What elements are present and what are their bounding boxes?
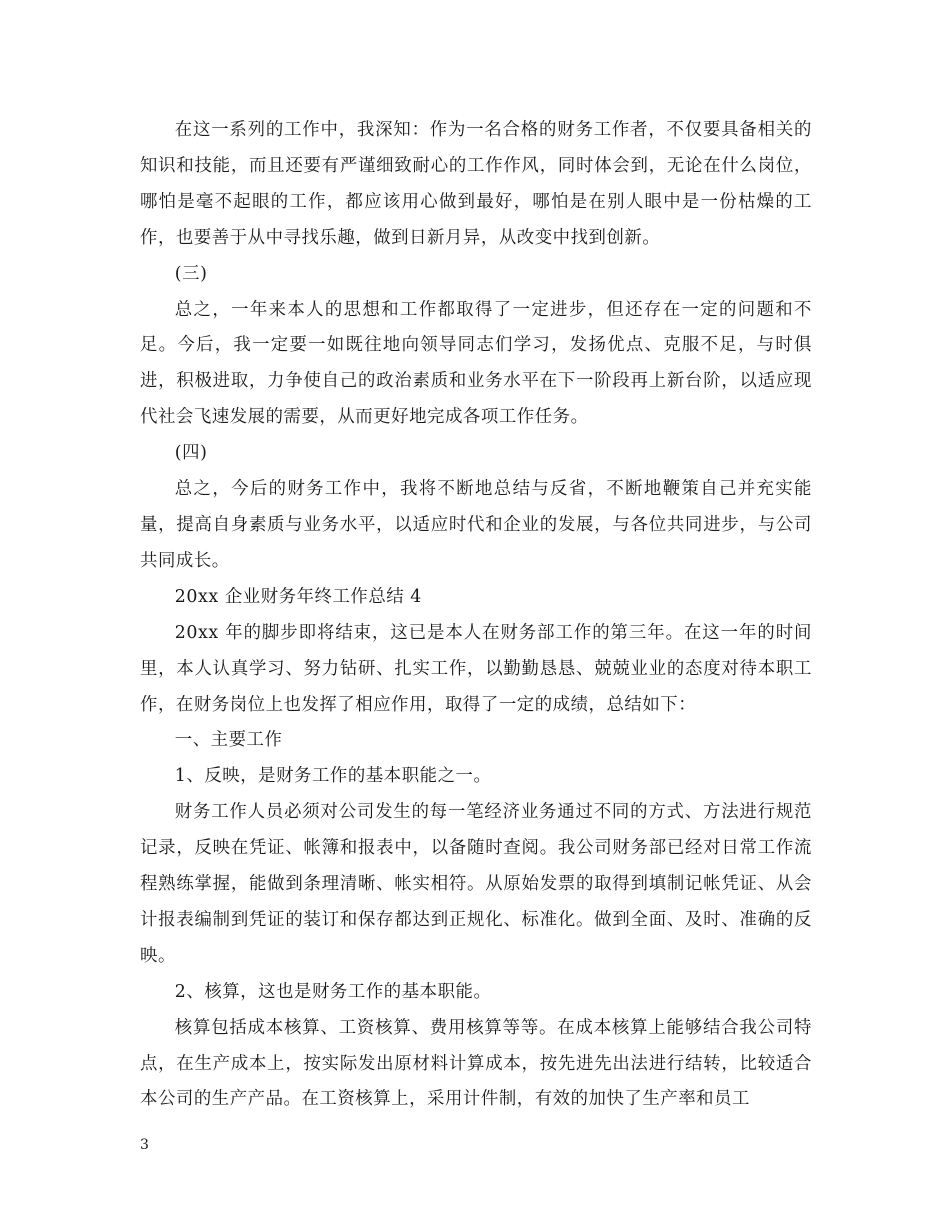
paragraph-summary-progress: 总之，一年来本人的思想和工作都取得了一定进步，但还存在一定的问题和不足。今后，我一定要一如既往地向领导同志们学习，发扬优点、克服不足，与时俱进，积极进取，力争使自己的政治素质和业务水平在下一阶段再上新台阶，以适应现代社会飞速发展的需要，从而更好地完成各项工作任务。	[140, 299, 812, 428]
paragraph-accounting-detail: 核算包括成本核算、工资核算、费用核算等等。在成本核算上能够结合我公司特点，在生产成本上，按实际发出原材料计算成本，按先进先出法进行结转，比较适合本公司的生产产品。在工资核算上，采用计件制，有效的加快了生产率和员工	[140, 1017, 812, 1110]
paragraph-work-insight: 在这一系列的工作中，我深知：作为一名合格的财务工作者，不仅要具备相关的知识和技能，而且还要有严谨细致耐心的工作作风，同时体会到，无论在什么岗位，哪怕是毫不起眼的工作，都应该用心做到最好，哪怕是在别人眼中是一份枯燥的工作，也要善于从中寻找乐趣，做到日新月异，从改变中找到创新。	[140, 120, 812, 248]
article-title: 20xx 企业财务年终工作总结 4	[174, 586, 422, 607]
section-heading-four: (四)	[174, 443, 208, 464]
section-heading-three: (三)	[174, 263, 208, 284]
item-heading-accounting: 2、核算，这也是财务工作的基本职能。	[174, 981, 492, 1002]
document-body	[140, 113, 812, 1118]
paragraph-intro: 20xx 年的脚步即将结束，这已是本人在财务部工作的第三年。在这一年的时间里，本人认真学习、努力钻研、扎实工作，以勤勤恳恳、兢兢业业的态度对待本职工作，在财务岗位上也发挥了相应作用，取得了一定的成绩，总结如下：	[140, 622, 812, 715]
section-heading-main-work: 一、主要工作	[174, 730, 283, 751]
item-heading-reflection: 1、反映，是财务工作的基本职能之一。	[174, 766, 492, 787]
page-number: 3	[140, 1137, 149, 1153]
paragraph-reflection-detail: 财务工作人员必须对公司发生的每一笔经济业务通过不同的方式、方法进行规范记录，反映在凭证、帐簿和报表中，以备随时查阅。我公司财务部已经对日常工作流程熟练掌握，能做到条理清晰、帐实相符。从原始发票的取得到填制记帐凭证、从会计报表编制到凭证的装订和保存都达到正规化、标准化。做到全面、及时、准确的反映。	[140, 802, 812, 966]
paragraph-future-work: 总之，今后的财务工作中，我将不断地总结与反省，不断地鞭策自己并充实能量，提高自身素质与业务水平，以适应时代和企业的发展，与各位共同进步，与公司共同成长。	[140, 479, 812, 571]
